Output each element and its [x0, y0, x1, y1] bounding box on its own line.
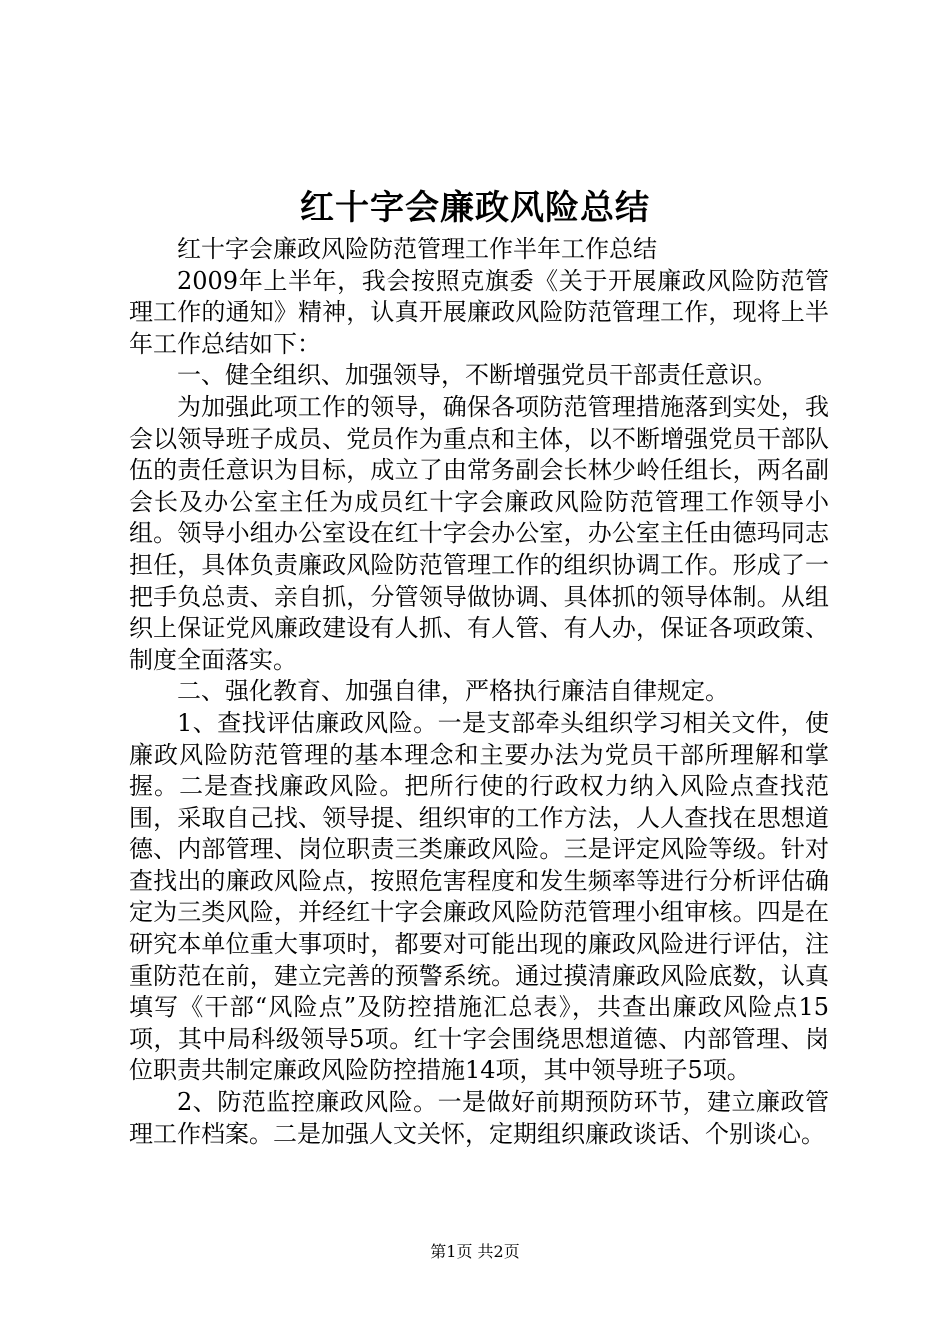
section-heading-1: 一、健全组织、加强领导，不断增强党员干部责任意识。: [177, 361, 777, 390]
body-paragraph: 1、查找评估廉政风险。一是支部牵头组织学习相关文件，使廉政风险防范管理的基本理念和主要办法为党员干部所理解和掌握。二是查找廉政风险。把所行使的行政权力纳入风险点查找范围，采取自己找、领导提、组织审的工作方法，人人查找在思想道德、内部管理、岗位职责三类廉政风险。三是评定风险等级。针对查找出的廉政风险点，按照危害程度和发生频率等进行分析评估确定为三类风险，并经红十字会廉政风险防范管理小组审核。四是在研究本单位重大事项时，都要对可能出现的廉政风险进行评估，注重防范在前，建立完善的预警系统。通过摸清廉政风险底数，认真填写《干部“风险点”及防控措施汇总表》，共查出廉政风险点15项，其中局科级领导5项。红十字会围绕思想道德、内部管理、岗位职责共制定廉政风险防控措施14项，其中领导班子5项。: [129, 708, 829, 1085]
document-title: 红十字会廉政风险总结: [300, 188, 650, 228]
section-heading-2: 二、强化教育、加强自律，严格执行廉洁自律规定。: [177, 677, 729, 706]
subtitle-paragraph: 红十字会廉政风险防范管理工作半年工作总结: [177, 235, 657, 263]
intro-paragraph: 2009年上半年，我会按照克旗委《关于开展廉政风险防范管理工作的通知》精神，认真开展廉政风险防范管理工作，现将上半年工作总结如下：: [129, 266, 829, 358]
body-paragraph: 2、防范监控廉政风险。一是做好前期预防环节，建立廉政管理工作档案。二是加强人文关怀，定期组织廉政谈话、个别谈心。: [129, 1088, 829, 1148]
body-paragraph: 为加强此项工作的领导，确保各项防范管理措施落到实处，我会以领导班子成员、党员作为重点和主体，以不断增强党员干部队伍的责任意识为目标，成立了由常务副会长林少岭任组长，两名副会长及办公室主任为成员红十字会廉政风险防范管理工作领导小组。领导小组办公室设在红十字会办公室，办公室主任由德玛同志担任，具体负责廉政风险防范管理工作的组织协调工作。形成了一把手负总责、亲自抓，分管领导做协调、具体抓的领导体制。从组织上保证党风廉政建设有人抓、有人管、有人办，保证各项政策、制度全面落实。: [129, 392, 829, 674]
page-number-footer: 第1页 共2页: [430, 1242, 520, 1261]
document-body: [129, 234, 829, 1150]
